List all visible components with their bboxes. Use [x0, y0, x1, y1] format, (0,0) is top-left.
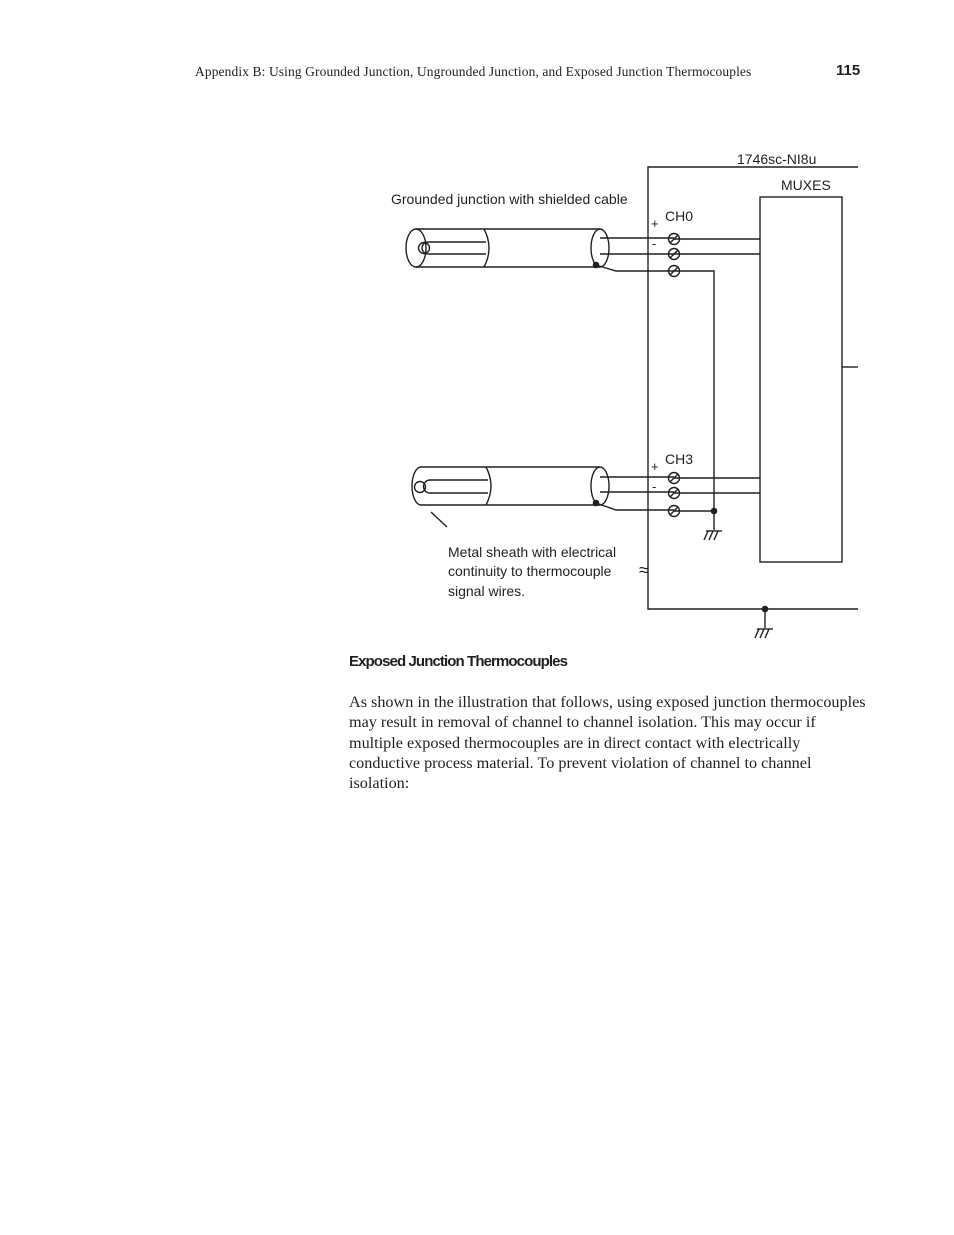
ch0-plus-label: + [651, 216, 659, 231]
ch0-terminals [669, 234, 680, 277]
sheath-caption-line-1: Metal sheath with electrical [448, 544, 617, 560]
sheath-pointer-arrow [431, 512, 447, 527]
section-heading: Exposed Junction Thermocouples [349, 653, 568, 670]
ch3-label: CH3 [665, 451, 694, 467]
ch0-cable [406, 229, 609, 268]
module-label: 1746sc-NI8u [737, 151, 817, 167]
ch3-wires [596, 477, 760, 530]
module-enclosure [648, 167, 858, 609]
mux-block [760, 197, 842, 562]
sheath-caption-line-2: continuity to thermocouple [448, 563, 612, 579]
page-number: 115 [836, 62, 861, 79]
ch3-minus-label: - [652, 479, 657, 494]
ch0-wires [596, 238, 760, 512]
ch3-cable [412, 467, 609, 506]
earth-ground-icon [755, 629, 773, 638]
ch3-plus-label: + [651, 459, 659, 474]
break-symbol-icon: ≈ [639, 560, 649, 580]
ch0-label: CH0 [665, 208, 694, 224]
running-header: Appendix B: Using Grounded Junction, Ungrounded Junction, and Exposed Junction Thermocouples [195, 64, 752, 79]
ch0-minus-label: - [652, 236, 657, 251]
muxes-label: MUXES [781, 177, 831, 193]
ch3-ground-junction-dot [711, 508, 716, 513]
sheath-caption-line-3: signal wires. [448, 583, 526, 599]
chassis-ground-icon [704, 531, 722, 540]
body-paragraph: As shown in the illustration that follows, using exposed junction thermocouples may result in removal of channel to channel isolation. This may occur if multiple exposed thermocouples are in direct contact with electrically conductive process material. To prevent violation of channel to channel isolation: [349, 693, 866, 793]
grounded-junction-caption: Grounded junction with shielded cable [391, 191, 628, 207]
